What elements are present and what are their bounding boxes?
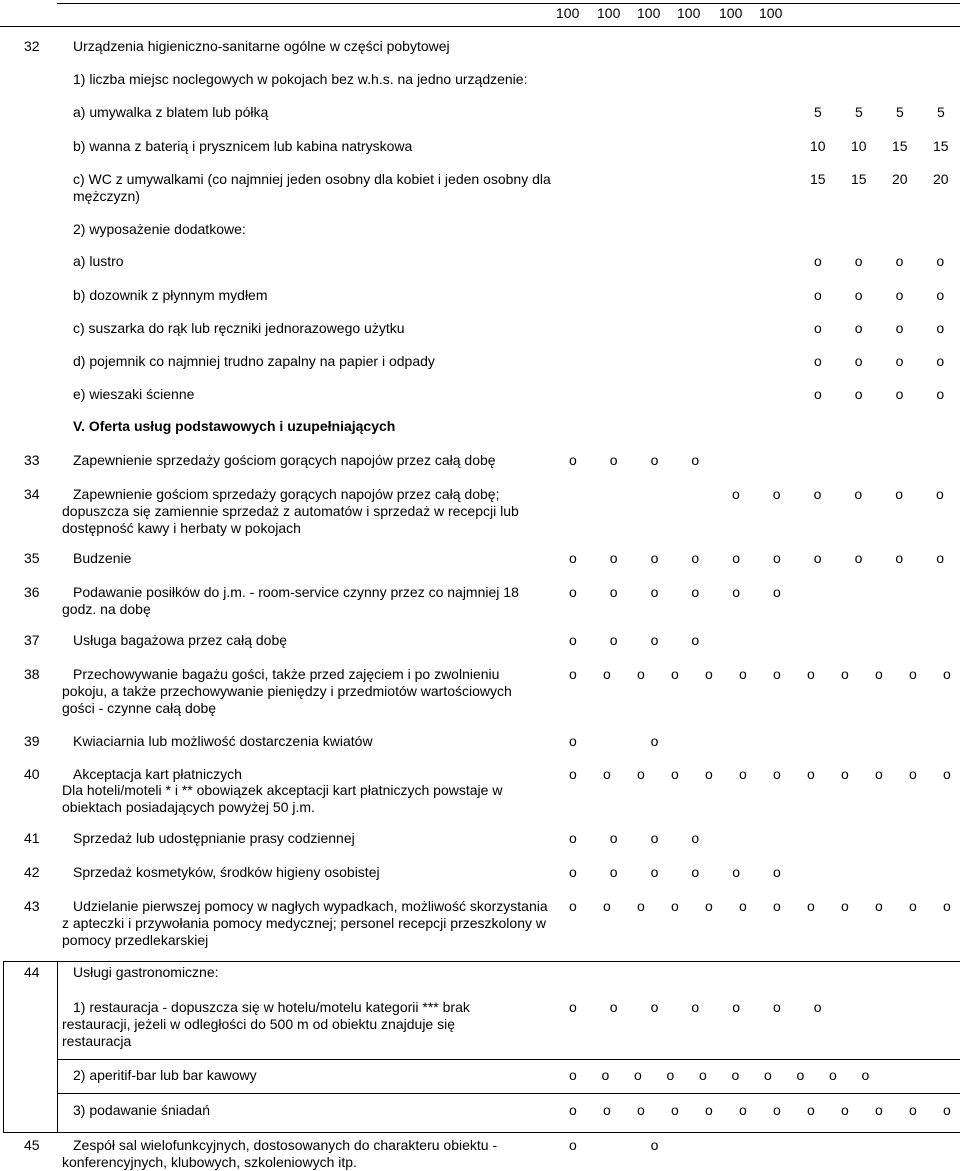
criterion-mark: o bbox=[773, 584, 781, 600]
criterion-mark: o bbox=[875, 1102, 883, 1118]
criterion-mark: o bbox=[773, 898, 781, 914]
criterion-mark: o bbox=[609, 452, 618, 468]
criterion-mark: o bbox=[841, 1102, 849, 1118]
criterion-mark: o bbox=[895, 550, 904, 566]
criterion-mark: o bbox=[814, 253, 822, 269]
criterion-mark: o bbox=[895, 486, 903, 502]
row-label: Kwiaciarnia lub możliwość dostarczenia kwiatów bbox=[73, 733, 373, 749]
criterion-mark: o bbox=[637, 766, 645, 782]
criterion-mark: o bbox=[650, 733, 659, 749]
criterion-mark: o bbox=[813, 550, 822, 566]
row-label: Usługi gastronomiczne: bbox=[73, 964, 219, 980]
criterion-mark: o bbox=[854, 287, 863, 303]
criterion-mark: o bbox=[875, 898, 883, 914]
criterion-mark: o bbox=[813, 486, 822, 502]
criterion-mark: o bbox=[739, 1102, 747, 1118]
criterion-mark: o bbox=[807, 666, 815, 682]
item-value: 15 bbox=[851, 171, 867, 187]
row-label: Zapewnienie gościom sprzedaży gorących napojów przez całą dobę; dopuszcza się zamiennie sprzedaż z automatów i sprzedaż w recepcji lub dostępność kawy i herbaty w pokojach bbox=[62, 486, 519, 536]
item-label: d) pojemnik co najmniej trudno zapalny na papier i odpady bbox=[73, 353, 435, 369]
row-number: 43 bbox=[24, 898, 40, 914]
criterion-mark: o bbox=[936, 386, 945, 402]
criterion-mark: o bbox=[650, 830, 659, 846]
row-number: 45 bbox=[24, 1137, 40, 1153]
criterion-mark: o bbox=[650, 550, 659, 566]
criterion-mark: o bbox=[569, 550, 577, 566]
row-number: 40 bbox=[24, 766, 40, 782]
criterion-mark: o bbox=[569, 864, 577, 880]
criterion-mark: o bbox=[773, 666, 781, 682]
row-number: 33 bbox=[24, 452, 40, 468]
criterion-mark: o bbox=[943, 766, 951, 782]
criterion-mark: o bbox=[814, 386, 822, 402]
row44-inner-border bbox=[57, 961, 58, 1133]
item-value: 15 bbox=[810, 171, 826, 187]
criterion-mark: o bbox=[895, 287, 904, 303]
criterion-mark: o bbox=[895, 253, 904, 269]
row44-sub2-border bbox=[57, 1059, 960, 1060]
criterion-mark: o bbox=[814, 320, 822, 336]
criterion-mark: o bbox=[854, 320, 863, 336]
row-number: 32 bbox=[24, 38, 40, 54]
criterion-mark: o bbox=[609, 632, 618, 648]
table-top-border bbox=[57, 3, 960, 4]
row44-sub3-border bbox=[57, 1093, 960, 1094]
criterion-mark: o bbox=[875, 766, 883, 782]
criterion-mark: o bbox=[854, 550, 863, 566]
criterion-mark: o bbox=[637, 666, 645, 682]
item-value: 10 bbox=[810, 138, 826, 154]
criterion-mark: o bbox=[650, 452, 659, 468]
criterion-mark: o bbox=[569, 1067, 577, 1083]
header-value: 100 bbox=[677, 5, 701, 21]
header-value: 100 bbox=[556, 5, 580, 21]
criterion-mark: o bbox=[739, 666, 747, 682]
criterion-mark: o bbox=[671, 1102, 679, 1118]
row-label: Zespół sal wielofunkcyjnych, dostosowanych do charakteru obiektu - konferencyjnych, klubowych, szkoleniowych itp. bbox=[62, 1137, 498, 1170]
criterion-mark: o bbox=[601, 1067, 610, 1083]
criterion-mark: o bbox=[895, 386, 904, 402]
criterion-mark: o bbox=[739, 898, 747, 914]
criterion-mark: o bbox=[569, 632, 577, 648]
criterion-mark: o bbox=[609, 864, 618, 880]
sub-item-label: 1) restauracja - dopuszcza się w hotelu/motelu kategorii *** brak restauracji, jeżeli w odległości do 500 m od obiektu znajduje się restauracja bbox=[62, 999, 470, 1049]
criterion-mark: o bbox=[609, 550, 618, 566]
criterion-mark: o bbox=[829, 1067, 837, 1083]
criterion-mark: o bbox=[739, 766, 747, 782]
item-value: 5 bbox=[937, 104, 945, 120]
criterion-mark: o bbox=[691, 632, 700, 648]
criterion-mark: o bbox=[796, 1067, 805, 1083]
item-value: 5 bbox=[814, 104, 822, 120]
criterion-mark: o bbox=[650, 1137, 659, 1153]
criterion-mark: o bbox=[936, 253, 945, 269]
row-number: 36 bbox=[24, 584, 40, 600]
criterion-mark: o bbox=[691, 584, 700, 600]
criterion-mark: o bbox=[936, 320, 945, 336]
criterion-mark: o bbox=[772, 486, 781, 502]
criterion-mark: o bbox=[773, 999, 781, 1015]
item-label: a) lustro bbox=[73, 253, 124, 269]
header-value: 100 bbox=[719, 5, 743, 21]
criterion-mark: o bbox=[569, 584, 577, 600]
row-label: Sprzedaż lub udostępnianie prasy codziennej bbox=[73, 830, 355, 846]
criterion-mark: o bbox=[691, 550, 700, 566]
row-label: Zapewnienie sprzedaży gościom gorących napojów przez całą dobę bbox=[73, 452, 496, 468]
criterion-mark: o bbox=[909, 766, 917, 782]
criterion-mark: o bbox=[895, 353, 904, 369]
item-label: b) dozownik z płynnym mydłem bbox=[73, 287, 268, 303]
criterion-mark: o bbox=[773, 1102, 781, 1118]
criterion-mark: o bbox=[650, 999, 659, 1015]
criterion-mark: o bbox=[732, 550, 740, 566]
criterion-mark: o bbox=[895, 320, 904, 336]
criterion-mark: o bbox=[671, 666, 679, 682]
criterion-mark: o bbox=[732, 584, 740, 600]
criterion-mark: o bbox=[569, 666, 577, 682]
criterion-mark: o bbox=[841, 766, 849, 782]
criterion-mark: o bbox=[936, 287, 945, 303]
item-value: 10 bbox=[851, 138, 867, 154]
criterion-mark: o bbox=[936, 550, 944, 566]
criterion-mark: o bbox=[773, 766, 781, 782]
criterion-mark: o bbox=[666, 1067, 675, 1083]
row-number: 35 bbox=[24, 550, 40, 566]
sub-item-label: 2) aperitif-bar lub bar kawowy bbox=[73, 1067, 257, 1083]
row-number: 34 bbox=[24, 486, 40, 502]
criterion-mark: o bbox=[691, 452, 700, 468]
header-value: 100 bbox=[759, 5, 783, 21]
criterion-mark: o bbox=[671, 898, 679, 914]
criterion-mark: o bbox=[705, 766, 713, 782]
item-label: b) wanna z baterią i prysznicem lub kabina natryskowa bbox=[73, 138, 413, 154]
criterion-mark: o bbox=[650, 864, 659, 880]
item-value: 5 bbox=[896, 104, 904, 120]
criterion-mark: o bbox=[854, 253, 863, 269]
criterion-mark: o bbox=[671, 766, 679, 782]
criterion-mark: o bbox=[875, 666, 883, 682]
criterion-mark: o bbox=[634, 1067, 642, 1083]
criterion-mark: o bbox=[705, 666, 713, 682]
row44-left-border bbox=[3, 961, 4, 1133]
criterion-mark: o bbox=[569, 1137, 577, 1153]
criterion-mark: o bbox=[603, 666, 611, 682]
criterion-mark: o bbox=[909, 666, 917, 682]
criterion-mark: o bbox=[569, 766, 577, 782]
item-value: 15 bbox=[892, 138, 908, 154]
criterion-mark: o bbox=[807, 1102, 815, 1118]
criterion-mark: o bbox=[936, 486, 944, 502]
criterion-mark: o bbox=[569, 1102, 577, 1118]
criterion-mark: o bbox=[637, 1102, 645, 1118]
criterion-mark: o bbox=[699, 1067, 707, 1083]
row-number: 39 bbox=[24, 733, 40, 749]
row-note: Dla hoteli/moteli * i ** obowiązek akceptacji kart płatniczych powstaje w obiektach posiadających powyżej 50 j.m. bbox=[62, 782, 503, 815]
criterion-mark: o bbox=[603, 1102, 611, 1118]
criterion-mark: o bbox=[814, 287, 822, 303]
row-number: 37 bbox=[24, 632, 40, 648]
criterion-mark: o bbox=[909, 1102, 917, 1118]
criterion-mark: o bbox=[731, 1067, 740, 1083]
sub-item-label: 3) podawanie śniadań bbox=[73, 1102, 210, 1118]
item-value: 20 bbox=[933, 171, 949, 187]
item-label: a) umywalka z blatem lub półką bbox=[73, 104, 269, 120]
row-label: Budzenie bbox=[73, 550, 132, 566]
item-label: e) wieszaki ścienne bbox=[73, 386, 195, 402]
row-number: 38 bbox=[24, 666, 40, 682]
row-label: Akceptacja kart płatniczych bbox=[73, 766, 242, 782]
criterion-mark: o bbox=[609, 830, 618, 846]
criterion-mark: o bbox=[569, 830, 577, 846]
item-value: 5 bbox=[855, 104, 863, 120]
header-value: 100 bbox=[597, 5, 621, 21]
subheading: 1) liczba miejsc noclegowych w pokojach bez w.h.s. na jedno urządzenie: bbox=[73, 71, 528, 87]
criterion-mark: o bbox=[813, 999, 822, 1015]
criterion-mark: o bbox=[841, 666, 849, 682]
header-row-border bbox=[0, 26, 960, 27]
criterion-mark: o bbox=[854, 386, 863, 402]
criterion-mark: o bbox=[603, 898, 611, 914]
row-label: Przechowywanie bagażu gości, także przed zajęciem i po zwolnieniu pokoju, a także przechowywanie pieniędzy i przedmiotów wartościowych gości - czynne całą dobę bbox=[62, 666, 512, 716]
criterion-mark: o bbox=[569, 898, 577, 914]
subheading: 2) wyposażenie dodatkowe: bbox=[73, 221, 246, 237]
criterion-mark: o bbox=[943, 898, 951, 914]
row44-top-border bbox=[3, 961, 960, 962]
criterion-mark: o bbox=[764, 1067, 772, 1083]
criterion-mark: o bbox=[814, 353, 822, 369]
criterion-mark: o bbox=[773, 550, 781, 566]
criterion-mark: o bbox=[569, 733, 577, 749]
row-title: Urządzenia higieniczno-sanitarne ogólne w części pobytowej bbox=[73, 38, 450, 54]
row44-bottom-border bbox=[3, 1132, 960, 1133]
criterion-mark: o bbox=[637, 898, 645, 914]
criterion-mark: o bbox=[854, 486, 863, 502]
row-label: Usługa bagażowa przez całą dobę bbox=[73, 632, 288, 648]
row-number: 44 bbox=[24, 964, 40, 980]
row-number: 41 bbox=[24, 830, 40, 846]
criterion-mark: o bbox=[691, 999, 700, 1015]
criterion-mark: o bbox=[854, 353, 863, 369]
criterion-mark: o bbox=[841, 898, 849, 914]
criterion-mark: o bbox=[943, 1102, 951, 1118]
criterion-mark: o bbox=[807, 766, 815, 782]
criterion-mark: o bbox=[603, 766, 611, 782]
row-label: Sprzedaż kosmetyków, środków higieny osobistej bbox=[73, 864, 380, 880]
criterion-mark: o bbox=[609, 584, 618, 600]
criterion-mark: o bbox=[936, 353, 945, 369]
criterion-mark: o bbox=[691, 864, 700, 880]
criterion-mark: o bbox=[705, 898, 713, 914]
item-label: c) suszarka do rąk lub ręczniki jednorazowego użytku bbox=[73, 320, 405, 336]
criterion-mark: o bbox=[732, 486, 740, 502]
criterion-mark: o bbox=[650, 584, 659, 600]
criterion-mark: o bbox=[732, 999, 740, 1015]
criterion-mark: o bbox=[650, 632, 659, 648]
criterion-mark: o bbox=[773, 864, 781, 880]
criterion-mark: o bbox=[943, 666, 951, 682]
item-value: 15 bbox=[933, 138, 949, 154]
row-number: 42 bbox=[24, 864, 40, 880]
item-value: 20 bbox=[892, 171, 908, 187]
criterion-mark: o bbox=[732, 864, 740, 880]
criterion-mark: o bbox=[807, 898, 815, 914]
criterion-mark: o bbox=[609, 999, 618, 1015]
criterion-mark: o bbox=[705, 1102, 713, 1118]
header-value: 100 bbox=[637, 5, 661, 21]
row-label: Udzielanie pierwszej pomocy w nagłych wypadkach, możliwość skorzystania z apteczki i przywołania pomocy medycznej; personel recepcji przeszkolony w pomocy przedlekarskiej bbox=[62, 898, 548, 948]
item-label: c) WC z umywalkami (co najmniej jeden osobny dla kobiet i jeden osobny dla mężczyzn) bbox=[73, 171, 551, 204]
section-heading: V. Oferta usług podstawowych i uzupełniających bbox=[73, 418, 396, 434]
criterion-mark: o bbox=[691, 830, 700, 846]
row-label: Podawanie posiłków do j.m. - room-service czynny przez co najmniej 18 godz. na dobę bbox=[62, 584, 519, 617]
criterion-mark: o bbox=[569, 999, 577, 1015]
criterion-mark: o bbox=[861, 1067, 870, 1083]
criterion-mark: o bbox=[569, 452, 577, 468]
criterion-mark: o bbox=[909, 898, 917, 914]
